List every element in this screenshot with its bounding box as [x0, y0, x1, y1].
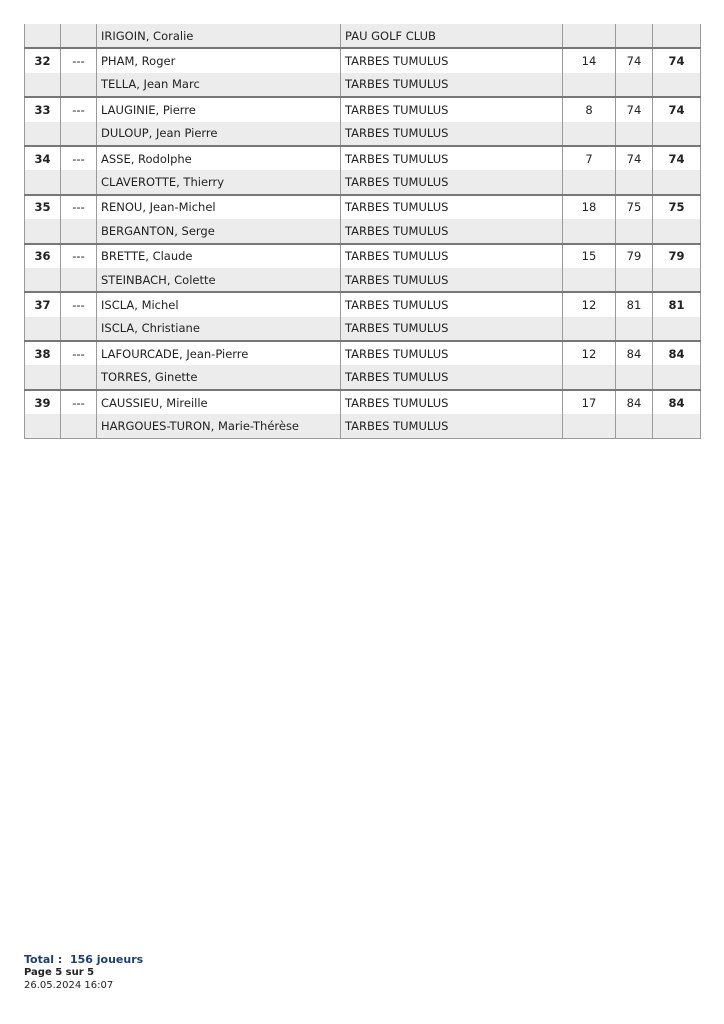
tie-cell [61, 24, 97, 48]
net-score-cell [653, 170, 701, 194]
table-row [25, 146, 701, 170]
rank-cell: 34 [25, 146, 61, 170]
brut-score-cell: 74 [616, 48, 653, 72]
handicap-cell: 17 [563, 390, 616, 414]
brut-score-cell: 84 [616, 341, 653, 365]
rank-cell: 36 [25, 244, 61, 268]
brut-score-cell [616, 365, 653, 389]
tie-cell: --- [61, 341, 97, 365]
net-score-cell: 74 [653, 146, 701, 170]
brut-score-cell: 79 [616, 244, 653, 268]
handicap-cell: 15 [563, 244, 616, 268]
brut-score-cell: 74 [616, 97, 653, 121]
rank-cell: 35 [25, 195, 61, 219]
table-row [25, 244, 701, 268]
brut-score-cell: 74 [616, 146, 653, 170]
net-score-cell: 74 [653, 97, 701, 121]
net-score-cell: 79 [653, 244, 701, 268]
player-name: CLAVEROTTE, Thierry [97, 170, 341, 194]
table-row [25, 390, 701, 414]
rank-cell: 33 [25, 97, 61, 121]
rank-cell: 37 [25, 292, 61, 316]
net-score-cell [653, 24, 701, 48]
player-club: PAU GOLF CLUB [341, 24, 563, 48]
table-row [25, 219, 701, 243]
player-name: IRIGOIN, Coralie [97, 24, 341, 48]
player-club: TARBES TUMULUS [341, 219, 563, 243]
handicap-cell: 12 [563, 292, 616, 316]
player-club: TARBES TUMULUS [341, 97, 563, 121]
player-club: TARBES TUMULUS [341, 170, 563, 194]
handicap-cell: 7 [563, 146, 616, 170]
print-date: 26.05.2024 16:07 [24, 980, 114, 991]
player-name: STEINBACH, Colette [97, 268, 341, 292]
tie-cell: --- [61, 292, 97, 316]
net-score-cell [653, 414, 701, 438]
player-name: ISCLA, Christiane [97, 317, 341, 341]
net-score-cell: 84 [653, 341, 701, 365]
net-score-cell [653, 73, 701, 97]
rank-cell [25, 414, 61, 438]
tie-cell: --- [61, 48, 97, 72]
player-name: TELLA, Jean Marc [97, 73, 341, 97]
brut-score-cell [616, 414, 653, 438]
player-club: TARBES TUMULUS [341, 244, 563, 268]
tie-cell [61, 170, 97, 194]
brut-score-cell [616, 268, 653, 292]
handicap-cell [563, 414, 616, 438]
brut-score-cell: 81 [616, 292, 653, 316]
rank-cell [25, 219, 61, 243]
rank-cell [25, 365, 61, 389]
brut-score-cell [616, 73, 653, 97]
net-score-cell [653, 365, 701, 389]
total-value: 156 joueurs [69, 953, 144, 966]
player-name: BERGANTON, Serge [97, 219, 341, 243]
table-row [25, 414, 701, 438]
tie-cell [61, 268, 97, 292]
brut-score-cell: 84 [616, 390, 653, 414]
table-row [25, 73, 701, 97]
table-row [25, 365, 701, 389]
player-club: TARBES TUMULUS [341, 48, 563, 72]
net-score-cell [653, 317, 701, 341]
table-row [25, 48, 701, 72]
rank-cell: 39 [25, 390, 61, 414]
player-club: TARBES TUMULUS [341, 73, 563, 97]
tie-cell [61, 73, 97, 97]
net-score-cell: 81 [653, 292, 701, 316]
results-body [25, 24, 701, 438]
tie-cell [61, 219, 97, 243]
tie-cell: --- [61, 390, 97, 414]
tie-cell [61, 414, 97, 438]
tie-cell: --- [61, 244, 97, 268]
player-name: ASSE, Rodolphe [97, 146, 341, 170]
table-row [25, 341, 701, 365]
table-row [25, 317, 701, 341]
page-number: Page 5 sur 5 [24, 967, 95, 978]
handicap-cell [563, 24, 616, 48]
brut-score-cell [616, 170, 653, 194]
player-club: TARBES TUMULUS [341, 146, 563, 170]
player-club: TARBES TUMULUS [341, 195, 563, 219]
handicap-cell [563, 122, 616, 146]
tie-cell: --- [61, 97, 97, 121]
rank-cell [25, 317, 61, 341]
total-line [24, 953, 143, 966]
net-score-cell: 84 [653, 390, 701, 414]
tie-cell [61, 317, 97, 341]
table-row [25, 268, 701, 292]
player-name: LAUGINIE, Pierre [97, 97, 341, 121]
player-name: HARGOUES-TURON, Marie-Thérèse [97, 414, 341, 438]
handicap-cell: 12 [563, 341, 616, 365]
net-score-cell [653, 268, 701, 292]
table-row [25, 195, 701, 219]
handicap-cell [563, 73, 616, 97]
player-club: TARBES TUMULUS [341, 268, 563, 292]
brut-score-cell [616, 122, 653, 146]
handicap-cell [563, 219, 616, 243]
player-name: DULOUP, Jean Pierre [97, 122, 341, 146]
rank-cell [25, 170, 61, 194]
tie-cell [61, 122, 97, 146]
rank-cell: 38 [25, 341, 61, 365]
rank-cell [25, 268, 61, 292]
handicap-cell: 8 [563, 97, 616, 121]
tie-cell: --- [61, 195, 97, 219]
player-club: TARBES TUMULUS [341, 390, 563, 414]
table-row [25, 292, 701, 316]
player-name: BRETTE, Claude [97, 244, 341, 268]
handicap-cell [563, 365, 616, 389]
player-name: LAFOURCADE, Jean-Pierre [97, 341, 341, 365]
player-name: PHAM, Roger [97, 48, 341, 72]
brut-score-cell [616, 317, 653, 341]
brut-score-cell [616, 219, 653, 243]
rank-cell [25, 24, 61, 48]
player-club: TARBES TUMULUS [341, 365, 563, 389]
net-score-cell: 75 [653, 195, 701, 219]
handicap-cell [563, 317, 616, 341]
brut-score-cell [616, 24, 653, 48]
player-club: TARBES TUMULUS [341, 122, 563, 146]
player-club: TARBES TUMULUS [341, 292, 563, 316]
player-name: ISCLA, Michel [97, 292, 341, 316]
handicap-cell [563, 268, 616, 292]
tie-cell [61, 365, 97, 389]
table-row [25, 122, 701, 146]
net-score-cell: 74 [653, 48, 701, 72]
tie-cell: --- [61, 146, 97, 170]
rank-cell [25, 73, 61, 97]
player-club: TARBES TUMULUS [341, 414, 563, 438]
page-footer [24, 953, 143, 992]
table-row [25, 97, 701, 121]
table-row [25, 170, 701, 194]
net-score-cell [653, 219, 701, 243]
total-label: Total : [24, 953, 63, 966]
player-club: TARBES TUMULUS [341, 317, 563, 341]
brut-score-cell: 75 [616, 195, 653, 219]
player-name: TORRES, Ginette [97, 365, 341, 389]
player-name: RENOU, Jean-Michel [97, 195, 341, 219]
net-score-cell [653, 122, 701, 146]
handicap-cell: 18 [563, 195, 616, 219]
handicap-cell: 14 [563, 48, 616, 72]
handicap-cell [563, 170, 616, 194]
rank-cell [25, 122, 61, 146]
player-club: TARBES TUMULUS [341, 341, 563, 365]
table-row-continuation [25, 24, 701, 48]
player-name: CAUSSIEU, Mireille [97, 390, 341, 414]
results-table [24, 24, 701, 439]
rank-cell: 32 [25, 48, 61, 72]
